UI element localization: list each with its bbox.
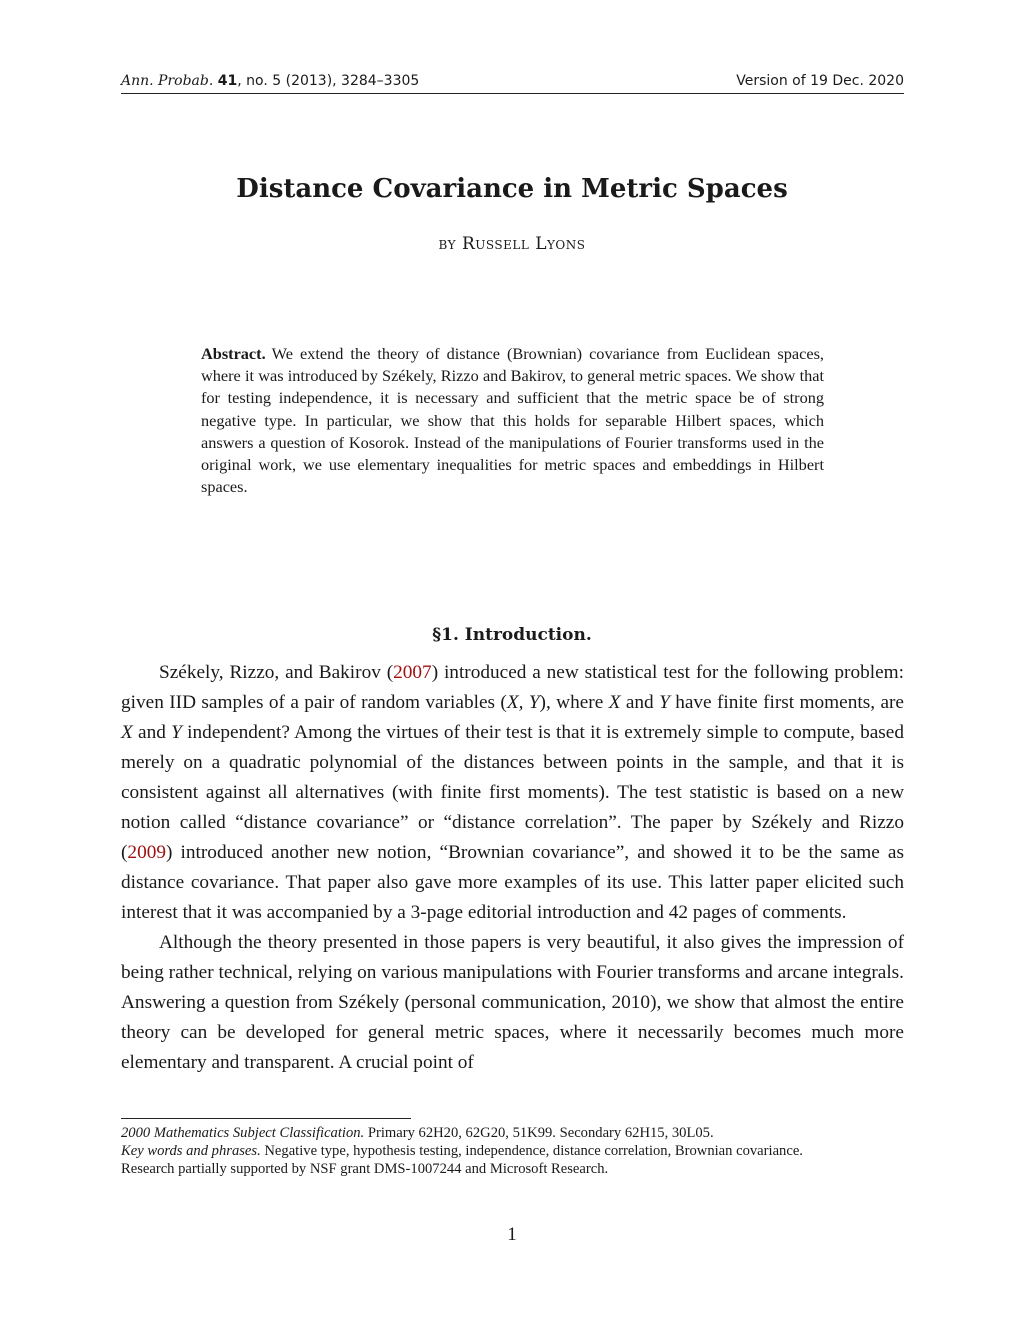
text-run: and — [132, 722, 172, 743]
section-heading: §1. Introduction. — [432, 625, 592, 645]
math-y: Y — [659, 692, 670, 713]
paragraph-1 — [121, 658, 904, 928]
abstract-text: We extend the theory of distance (Brownian) covariance from Euclidean spaces, where it was introduced by Székely, Rizzo and Bakirov, to general metric spaces. We show that for testing independence, it is necessary and sufficient that the metric space be of strong negative type. In particular, we show that this holds for separable Hilbert spaces, which answers a question of Kosorok. Instead of the manipulations of Fourier transforms used in the original work, we use elementary inequalities for metric spaces and embeddings in Hilbert spaces. — [201, 344, 824, 497]
version-date: Version of 19 Dec. 2020 — [736, 73, 904, 89]
page-number: 1 — [507, 1224, 517, 1245]
footnote-msc — [121, 1124, 904, 1142]
text-run: independent? Among the virtues of their test is that it is extremely simple to compute, based merely on a quadratic polynomial of the distances between points in the sample, and that it is consistent against all alternatives (with finite first moments). The test statistic is based on a new notion called “distance covariance” or “distance correlation”. The paper by Székely and Rizzo ( — [121, 722, 904, 863]
math-x: X — [608, 692, 621, 713]
math-x: X — [121, 722, 133, 743]
abstract — [201, 343, 824, 498]
volume-number: 41 — [217, 73, 238, 89]
text-run: ) introduced a new statistical test for the following problem: given IID samples of a pair of random variables ( — [121, 662, 904, 713]
text-run: have finite first moments, are — [669, 692, 904, 713]
abstract-label: Abstract. — [201, 344, 266, 363]
footnotes — [121, 1124, 904, 1178]
text-run: Székely, Rizzo, and Bakirov ( — [159, 662, 394, 683]
paragraph-2: Although the theory presented in those papers is very beautiful, it also gives the impression of being rather technical, relying on various manipulations with Fourier transforms and arcane integrals. Answering a question from Székely (personal communication, 2010), we show that almost the entire theory can be developed for general metric spaces, where it necessarily becomes much more elementary and transparent. A crucial point of — [121, 932, 904, 1073]
citation-link-2009[interactable]: 2009 — [127, 842, 166, 863]
body-text — [121, 658, 904, 1078]
math-y: Y — [171, 722, 182, 743]
keywords-text: Negative type, hypothesis testing, independence, distance correlation, Brownian covariance. — [260, 1143, 803, 1159]
footnote-keywords — [121, 1142, 904, 1160]
math-xy: X, Y — [506, 692, 540, 713]
journal-name: Ann. Probab. — [121, 73, 214, 89]
issue-pages: , no. 5 (2013), 3284–3305 — [237, 73, 420, 89]
keywords-label: Key words and phrases. — [121, 1143, 261, 1159]
msc-text: Primary 62H20, 62G20, 51K99. Secondary 62H15, 30L05. — [364, 1125, 714, 1141]
running-header — [121, 73, 904, 94]
text-run: and — [620, 692, 660, 713]
text-run: ), where — [539, 692, 609, 713]
footnote-rule — [121, 1118, 411, 1119]
text-run: ) introduced another new notion, “Brownian covariance”, and showed it to be the same as distance covariance. That paper also gave more examples of its use. This latter paper elicited such interest that it was accompanied by a 3-page editorial introduction and 42 pages of comments. — [121, 842, 904, 923]
citation-link-2007[interactable]: 2007 — [393, 662, 432, 683]
msc-label: 2000 Mathematics Subject Classification. — [121, 1125, 365, 1141]
citation — [121, 73, 419, 89]
paper-title: Distance Covariance in Metric Spaces — [236, 174, 788, 204]
footnote-support: Research partially supported by NSF grant DMS-1007244 and Microsoft Research. — [121, 1161, 609, 1177]
author-line: by Russell Lyons — [438, 234, 586, 254]
